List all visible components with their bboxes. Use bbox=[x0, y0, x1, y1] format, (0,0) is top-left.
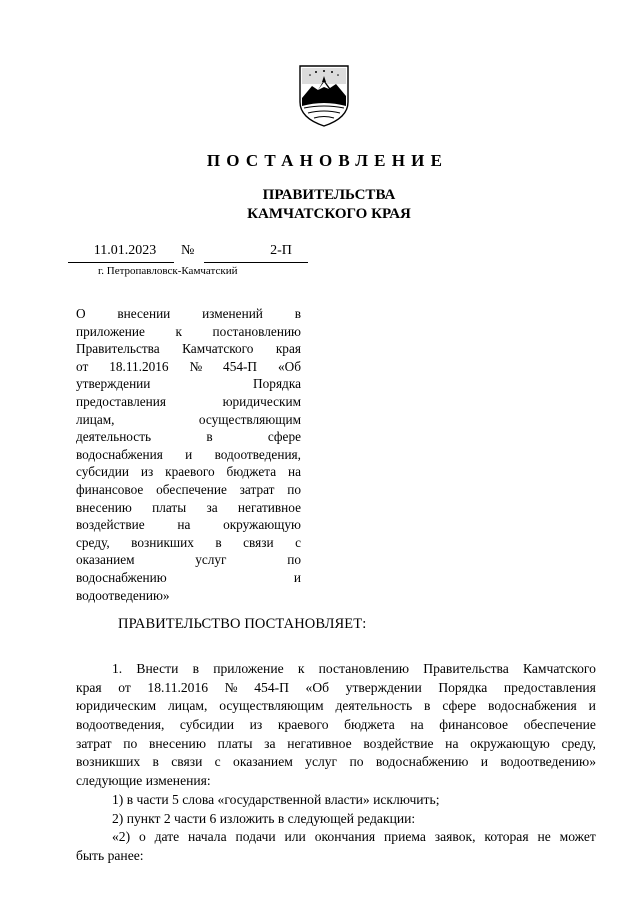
subject-word: края bbox=[275, 341, 301, 357]
subject-word: обеспечение bbox=[156, 481, 227, 497]
subject-word: по bbox=[287, 481, 301, 497]
body-word: Камчатского bbox=[523, 661, 596, 676]
subject-line bbox=[76, 463, 301, 481]
body-word: по bbox=[123, 735, 138, 751]
body-word: края bbox=[76, 679, 102, 695]
subject-word: Правительства bbox=[76, 341, 160, 357]
subject-word: внесению bbox=[76, 499, 132, 515]
body-word: не bbox=[537, 829, 551, 845]
body-word: Порядка bbox=[438, 679, 488, 695]
body-word: водоотведения, bbox=[76, 717, 165, 733]
body-word: утверждении bbox=[345, 679, 422, 695]
issuer-line-2: КАМЧАТСКОГО КРАЯ bbox=[247, 206, 411, 222]
subject-word: оказанием bbox=[76, 552, 135, 568]
body-word: субсидии bbox=[179, 717, 235, 733]
subject-word: платы bbox=[152, 499, 187, 515]
subject-word: 454-П bbox=[223, 358, 258, 374]
city-line: г. Петропавловск-Камчатский bbox=[98, 265, 238, 277]
body-word: бюджета bbox=[344, 717, 395, 733]
body-word: «2) bbox=[112, 829, 131, 845]
body-word: внесению bbox=[148, 735, 206, 751]
issuer-heading bbox=[0, 186, 640, 224]
subject-line bbox=[76, 393, 301, 411]
body-word: лицам, bbox=[168, 698, 208, 714]
subject-word: финансовое bbox=[76, 481, 144, 497]
body-word: осуществляющим bbox=[219, 698, 324, 714]
body-word: окончания bbox=[314, 829, 376, 845]
subject-word: водоснабжению bbox=[76, 569, 167, 585]
subject-word: внесении bbox=[117, 306, 171, 321]
subject-line bbox=[76, 534, 301, 552]
body-word: возникших bbox=[76, 754, 141, 770]
subject-word: водоснабжения bbox=[76, 446, 163, 462]
body-word: водоотведению» bbox=[500, 754, 596, 770]
subject-word: сфере bbox=[267, 429, 301, 445]
subject-word: по bbox=[287, 552, 301, 568]
subject-word: из bbox=[140, 464, 154, 480]
subject-word: Камчатского bbox=[182, 341, 254, 357]
body-word: подачи bbox=[235, 829, 276, 845]
body-word: приложение bbox=[213, 661, 284, 676]
subject-block bbox=[76, 305, 301, 604]
document-date: 11.01.2023 bbox=[93, 243, 157, 258]
body-word: услуг bbox=[305, 754, 338, 770]
body-word: от bbox=[118, 679, 131, 695]
subject-line bbox=[76, 358, 301, 376]
body-word: окружающую bbox=[470, 735, 550, 751]
body-text bbox=[76, 660, 596, 866]
body-line-text: 2) пункт 2 части 6 изложить в следующей редакции: bbox=[112, 810, 416, 826]
subject-word: возникших bbox=[131, 534, 194, 550]
body-word: дате bbox=[154, 829, 180, 845]
body-word: затрат bbox=[76, 735, 112, 751]
body-word: юридическим bbox=[76, 698, 157, 714]
body-word: предоставления bbox=[503, 679, 596, 695]
subject-word: с bbox=[295, 534, 301, 550]
subject-word: на bbox=[177, 517, 191, 533]
subject-word: услуг bbox=[195, 552, 227, 568]
body-line bbox=[76, 791, 596, 810]
subject-line bbox=[76, 411, 301, 429]
body-word: краевого bbox=[277, 717, 329, 733]
body-line bbox=[76, 679, 596, 698]
number-underline bbox=[204, 262, 308, 263]
coat-of-arms-icon bbox=[296, 62, 352, 128]
body-word: № bbox=[224, 679, 238, 695]
body-word: среду, bbox=[561, 735, 596, 751]
body-line bbox=[76, 847, 596, 866]
subject-word: и bbox=[293, 569, 301, 585]
subject-word: затрат bbox=[239, 481, 275, 497]
subject-word: «Об bbox=[277, 358, 301, 374]
body-line bbox=[76, 753, 596, 772]
subject-word: утверждении bbox=[76, 376, 151, 392]
body-word: или bbox=[284, 829, 306, 845]
subject-line bbox=[76, 481, 301, 499]
subject-word: в bbox=[294, 306, 301, 321]
subject-word: юридическим bbox=[222, 393, 301, 409]
body-word: воздействие bbox=[363, 735, 434, 751]
subject-word: постановлению bbox=[212, 323, 301, 339]
body-word: может bbox=[559, 829, 596, 845]
subject-word: и bbox=[185, 446, 193, 462]
subject-word: водоотведения, bbox=[214, 446, 301, 462]
body-word: постановлению bbox=[318, 661, 410, 676]
body-word: в bbox=[192, 661, 199, 676]
decree-line: ПРАВИТЕЛЬСТВО ПОСТАНОВЛЯЕТ: bbox=[118, 616, 367, 632]
issuer-line-1: ПРАВИТЕЛЬСТВА bbox=[262, 187, 396, 203]
body-word: по bbox=[349, 754, 364, 770]
body-word: на bbox=[410, 717, 424, 733]
date-number-row bbox=[68, 243, 308, 267]
body-line bbox=[76, 828, 596, 847]
body-word: сфере bbox=[442, 698, 477, 714]
subject-word: изменений bbox=[202, 306, 263, 321]
subject-word: от bbox=[76, 358, 89, 374]
subject-word: приложение bbox=[76, 323, 145, 339]
subject-word: водоотведению» bbox=[76, 587, 170, 603]
body-word: начала bbox=[188, 829, 227, 845]
subject-word: О bbox=[76, 306, 86, 321]
subject-word: предоставления bbox=[76, 393, 167, 409]
body-word: и bbox=[480, 754, 489, 770]
subject-word: деятельность bbox=[76, 429, 152, 445]
subject-line bbox=[76, 375, 301, 393]
subject-word: бюджета bbox=[226, 464, 277, 480]
document-number: 2-П bbox=[270, 243, 292, 258]
subject-line bbox=[76, 323, 301, 341]
body-line bbox=[76, 716, 596, 735]
subject-word: окружающую bbox=[223, 517, 301, 533]
body-word: в bbox=[152, 754, 159, 770]
subject-line bbox=[76, 499, 301, 517]
body-word: приема bbox=[384, 829, 426, 845]
body-word: на bbox=[445, 735, 459, 751]
body-word: к bbox=[297, 661, 305, 676]
body-word: 454-П bbox=[254, 679, 289, 695]
subject-word: среду, bbox=[76, 534, 110, 550]
number-sign: № bbox=[181, 243, 195, 258]
body-line bbox=[76, 735, 596, 754]
body-word: водоснабжению bbox=[375, 754, 469, 770]
body-line bbox=[76, 772, 596, 791]
body-word: оказанием bbox=[233, 754, 293, 770]
subject-word: 18.11.2016 bbox=[109, 358, 169, 374]
subject-line bbox=[76, 428, 301, 446]
subject-line bbox=[76, 305, 301, 323]
body-word: «Об bbox=[305, 679, 330, 695]
subject-line bbox=[76, 551, 301, 569]
body-word: и bbox=[588, 698, 596, 714]
body-word: платы bbox=[217, 735, 253, 751]
subject-word: связи bbox=[243, 534, 274, 550]
body-word: Правительства bbox=[423, 661, 509, 676]
subject-line bbox=[76, 446, 301, 464]
body-line-text: 1) в части 5 слова «государственной власти» исключить; bbox=[112, 791, 440, 807]
subject-word: в bbox=[206, 429, 213, 445]
subject-word: воздействие bbox=[76, 517, 145, 533]
body-word: Внести bbox=[136, 661, 179, 676]
body-word: обеспечение bbox=[523, 717, 596, 733]
subject-line bbox=[76, 340, 301, 358]
subject-word: негативное bbox=[237, 499, 301, 515]
subject-word: № bbox=[189, 358, 203, 374]
subject-word: Порядка bbox=[253, 376, 301, 392]
body-word: финансовое bbox=[439, 717, 509, 733]
subject-word: в bbox=[215, 534, 222, 550]
subject-word: краевого bbox=[165, 464, 215, 480]
subject-word: к bbox=[175, 323, 182, 339]
subject-word: лицам, bbox=[76, 411, 115, 427]
body-line-text: быть ранее: bbox=[76, 847, 144, 863]
subject-line bbox=[76, 516, 301, 534]
subject-word: субсидии bbox=[76, 464, 129, 480]
body-word: которая bbox=[484, 829, 529, 845]
body-word: связи bbox=[171, 754, 203, 770]
body-word: с bbox=[214, 754, 221, 770]
body-line bbox=[76, 697, 596, 716]
subject-word: осуществляющим bbox=[198, 411, 301, 427]
body-line bbox=[76, 660, 596, 679]
body-word: 18.11.2016 bbox=[147, 679, 209, 695]
body-line bbox=[76, 810, 596, 829]
subject-line bbox=[76, 587, 301, 605]
body-line-text: следующие изменения: bbox=[76, 773, 211, 789]
body-word: за bbox=[264, 735, 276, 751]
subject-word: на bbox=[287, 464, 301, 480]
body-word: в bbox=[424, 698, 431, 714]
body-word: негативное bbox=[287, 735, 352, 751]
body-word: о bbox=[138, 829, 146, 845]
body-word: заявок, bbox=[434, 829, 476, 845]
subject-line bbox=[76, 569, 301, 587]
body-word: из bbox=[249, 717, 263, 733]
body-word: деятельность bbox=[335, 698, 413, 714]
document-type-heading: ПОСТАНОВЛЕНИЕ bbox=[206, 151, 449, 170]
body-word: водоснабжения bbox=[488, 698, 577, 714]
date-underline bbox=[68, 262, 174, 263]
subject-word: за bbox=[206, 499, 218, 515]
body-word: 1. bbox=[112, 661, 123, 676]
